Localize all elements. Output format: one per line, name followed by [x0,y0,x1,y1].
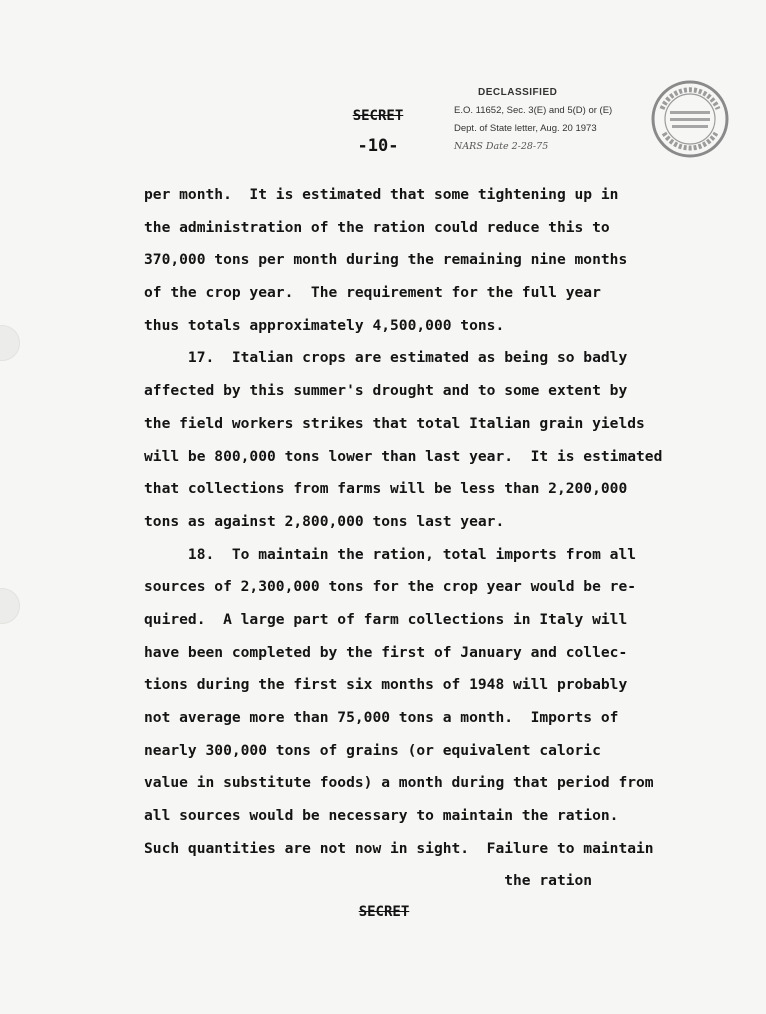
header-classification: SECRET [352,108,404,124]
text-line: the administration of the ration could reduce this to [144,218,610,236]
text-line: nearly 300,000 tons of grains (or equivalent caloric [144,741,601,759]
text-line: the field workers strikes that total Italian grain yields [144,414,645,432]
page-number: -10- [357,136,399,156]
declass-line-2: Dept. of State letter, Aug. 20 1973 [454,123,597,134]
text-line: per month. It is estimated that some tightening up in [144,186,619,203]
text-line: all sources would be necessary to maintain the ration. [144,807,619,825]
text-line: sources of 2,300,000 tons for the crop year would be re- [144,578,637,596]
text-line: 370,000 tons per month during the remaining nine months [144,251,628,269]
text-line: not average more than 75,000 tons a month. Imports of [144,709,619,726]
text-line: tons as against 2,800,000 tons last year. [144,512,505,530]
punch-hole [0,588,20,624]
footer-classification: SECRET [358,904,410,920]
text-line: affected by this summer's drought and to some extent by [144,382,628,400]
text-line: thus totals approximately 4,500,000 tons. [144,316,505,334]
paragraph-18-start: 18. To maintain the ration, total imports from all [144,545,637,563]
text-line: value in substitute foods) a month during that period from [144,774,654,792]
declassified-title: DECLASSIFIED [478,87,558,98]
catchword-line: the ration [144,872,593,890]
text-line: have been completed by the first of January and collec- [144,643,628,661]
text-line: of the crop year. The requirement for the full year [144,284,601,302]
punch-hole [0,325,20,361]
text-line: Such quantities are not now in sight. Failure to maintain [144,839,654,857]
declass-line-3: NARS Date 2-28-75 [454,141,549,152]
declassification-stamp [454,84,664,156]
text-line: will be 800,000 tons lower than last year. It is estimated [144,447,663,465]
paragraph-17-start: 17. Italian crops are estimated as being so badly [144,349,628,367]
body-text [144,179,724,898]
text-line: that collections from farms will be less than 2,200,000 [144,480,628,498]
text-line: tions during the first six months of 1948 will probably [144,676,628,694]
declass-line-1: E.O. 11652, Sec. 3(E) and 5(D) or (E) [454,105,613,116]
archive-seal-stamp [650,79,730,159]
text-line: quired. A large part of farm collections in Italy will [144,610,628,628]
